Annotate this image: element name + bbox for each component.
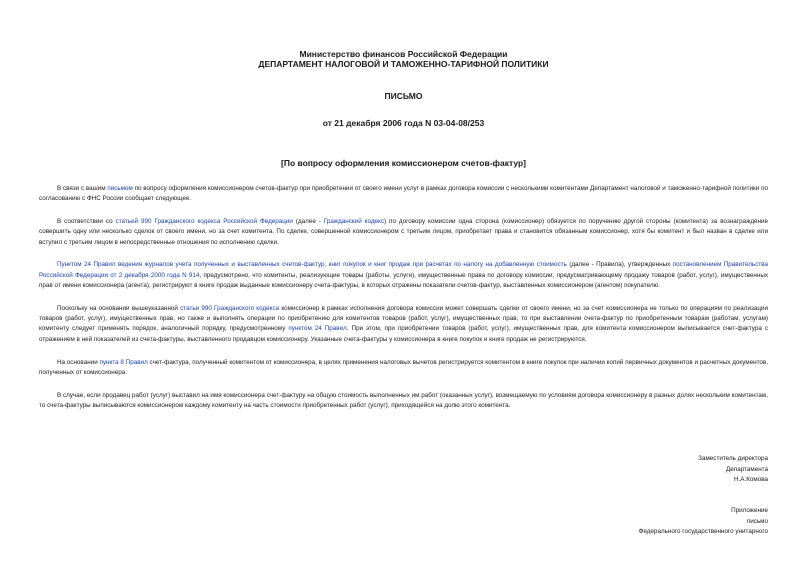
link-government-decree[interactable]: постановлением Правительства Российской Федерации от 2 декабря 2000 года N 914 (39, 261, 768, 279)
ministry-name: Министерство финансов Российской Федерации (299, 49, 508, 59)
paragraph-4: Поскольку на основании вышеуказанной статьи 990 Гражданского кодекса комиссионер в рамках исполнения договора комиссии может совершать сделки от своего имени, но за счет комиссионера не только по операциям по реализации товаров (работ, услуг), имущественных прав, но также и выполнять операции по приобретению для комитентов товаров (работ, услуг), имущественных прав, то при выставлении счета-фактур по приобретенным товарам (работам, услугам) комитенту следует применять порядок, аналогичный порядку, предусмотренному пунктом 24 Правил. При этом, при приобретении товаров (работ, услуг), имущественных прав, для комитента комиссионером выписывается счет-фактура с отражением в ней показателей из счета-фактуры, выставленного продавцом комиссионеру. Указанные счета-фактуры у комиссионера в книге покупок и книге продаж не регистрируются. (39, 304, 769, 343)
doc-header (0, 49, 807, 69)
link-civil-code[interactable]: Гражданский кодекс (323, 218, 384, 226)
link-letter[interactable]: письмом (107, 185, 133, 192)
link-rules-item-24[interactable]: Пунктом 24 Правил ведения журналов учета полученных и выставленных счетов-фактур, книг покупок и книг продаж при расчетах по налогу на добавленную стоимость (57, 261, 567, 269)
doc-body (39, 184, 768, 424)
appendix-line-3: Федерального государственного унитарного (638, 528, 768, 535)
signer-name: Н.А.Комова (733, 476, 768, 483)
link-article-990-code[interactable]: статьи 990 Гражданского кодекса (180, 304, 280, 312)
appendix-block (639, 506, 768, 538)
paragraph-2: В соответствии со статьей 990 Гражданского кодекса Российской Федерации (далее - Гражданский кодекс) по договору комиссии одна сторона (комиссионер) обязуется по поручению другой стороны (комитента) за вознаграждение совершить одну или несколько сделок от своего имени, но за счет комитента. По сделке, совершенной комиссионером с третьим лицом, приобретает права и становится обязанным комиссионер, хотя бы комитент и был назван в сделке или вступил с третьим лицом в непосредственные отношения по исполнению сделки. (39, 218, 769, 246)
paragraph-5: На основании пункта 8 Правил счет-фактура, полученный комитентом от комиссионера, в целях применения налоговых вычетов регистрируется комитентом в книге покупок при наличии копий первичных документов и расчетных документов, полученных от комиссионера. (39, 359, 768, 377)
link-item-8-rules[interactable]: пункта 8 Правил (99, 359, 148, 367)
link-item-24-rules[interactable]: пунктом 24 Правил (288, 325, 347, 333)
doc-subject: [По вопросу оформления комиссионером счетов-фактур] (281, 158, 526, 168)
paragraph-6: В случае, если продавец работ (услуг) выставил на имя комиссионера счет-фактуру на общую стоимость выполненных им работ (оказанных услуг), возмещаемую по условиям договора комиссионеру в разных долях нескольким комитентам, то счета-фактуры выписываются комиссионером каждому комитенту на часть стоимости приобретенных работ (услуг), приходящейся на долю этого комитента. (39, 392, 768, 410)
appendix-line-2: письмо (746, 517, 768, 525)
signer-department: Департамента (726, 465, 768, 473)
paragraph-3: Пунктом 24 Правил ведения журналов учета полученных и выставленных счетов-фактур, книг покупок и книг продаж при расчетах по налогу на добавленную стоимость (далее - Правила), утвержденных постановлением Правительства Российской Федерации от 2 декабря 2000 года N 914, предусмотрено, что комитенты, реализующие товары (работы, услуги), имущественные права по договору комиссии, предусматривающему продажу товаров (работ, услуг), имущественных прав от имени комиссионера (агента), регистрируют в книге продаж выданные комиссионеру счета-фактуры, в которых отражены показатели счетов-фактур, выставленных комиссионером (агентом) покупателю. (39, 261, 768, 290)
doc-type: ПИСЬМО (384, 91, 423, 101)
signature-block (698, 454, 768, 486)
link-article-990[interactable]: статьей 990 Гражданского кодекса Российской Федерации (115, 218, 293, 226)
signer-position: Заместитель директора (698, 455, 768, 462)
appendix-title: Приложение (731, 507, 768, 514)
doc-date: от 21 декабря 2006 года N 03-04-08/253 (322, 118, 485, 128)
paragraph-1: В связи с вашим письмом по вопросу оформления комиссионером счетов-фактур при приобретении от своего имени услуг в рамках договора комиссии с несколькими комитентами Департамент налоговой и таможенно-тарифной политики по согласованию с ФНС России сообщает следующее. (39, 185, 768, 203)
department-name: ДЕПАРТАМЕНТ НАЛОГОВОЙ И ТАМОЖЕННО-ТАРИФНОЙ ПОЛИТИКИ (258, 59, 549, 69)
